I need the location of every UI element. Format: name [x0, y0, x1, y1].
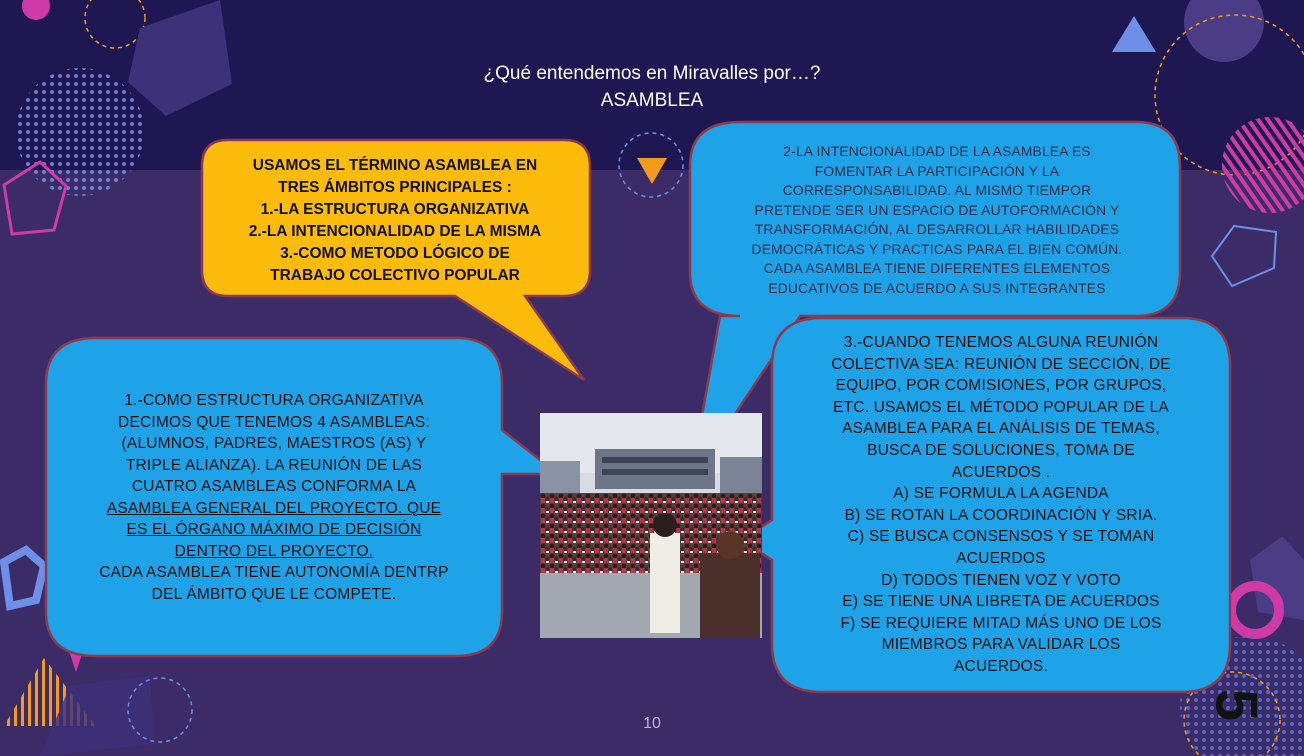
text-line: 1.-LA ESTRUCTURA ORGANIZATIVA [260, 201, 530, 218]
list-item: D) TODOS TIENEN VOZ Y VOTO [881, 571, 1121, 589]
text-line: COLECTIVA SEA: REUNIÓN DE SECCIÓN, DE [831, 355, 1171, 373]
text-line: TRABAJO COLECTIVO POPULAR [270, 267, 520, 284]
list-item: F) SE REQUIERE MITAD MÁS UNO DE LOS [840, 614, 1162, 632]
text-line: EDUCATIVOS DE ACUERDO A SUS INTEGRANTES [768, 280, 1106, 296]
text-line: 2.-LA INTENCIONALIDAD DE LA MISMA [248, 223, 542, 240]
underlined-text-line: ES EL ÓRGANO MÁXIMO DE DECISIÓN [126, 521, 422, 538]
text-line: DEMOCRÁTICAS Y PRACTICAS PARA EL BIEN COMÚN. [751, 241, 1123, 257]
list-item: A) SE FORMULA LA AGENDA [893, 485, 1109, 503]
title-line-1: ¿Qué entendemos en Miravalles por…? [483, 63, 821, 84]
list-item: ACUERDOS. [954, 657, 1048, 675]
text-line: DECIMOS QUE TENEMOS 4 ASAMBLEAS: [118, 413, 430, 431]
crowd-image [540, 413, 762, 638]
decor-number-5 [1196, 676, 1276, 734]
text-line: CADA ASAMBLEA TIENE DIFERENTES ELEMENTOS [763, 261, 1111, 276]
text-line: ASAMBLEA PARA EL ANÁLISIS DE TEMAS, [842, 420, 1160, 438]
text-line: TRANSFORMACIÓN, AL DESARROLLAR HABILIDADES [754, 222, 1120, 237]
text-line: 3.-CUANDO TENEMOS ALGUNA REUNIÓN [843, 334, 1159, 351]
list-item: ACUERDOS [956, 549, 1046, 567]
text-line: BUSCA DE SOLUCIONES, TOMA DE [867, 441, 1135, 459]
title-line-2: ASAMBLEA [600, 90, 704, 111]
text-line: 2-LA INTENCIONALIDAD DE LA ASAMBLEA ES [783, 144, 1091, 159]
list-item: E) SE TIENE UNA LIBRETA DE ACUERDOS [842, 593, 1160, 611]
assembly-photo [540, 413, 762, 638]
text-line: ACUERDOS . [951, 463, 1051, 481]
page-number: 10 [643, 715, 661, 732]
text-line: CORRESPONSABILIDAD. AL MISMO TIEMPOR [782, 183, 1092, 198]
yellow-bubble-text [214, 155, 576, 287]
text-line: USAMOS EL TÉRMINO ASAMBLEA EN [252, 157, 538, 174]
estructura-bubble-text [58, 390, 490, 605]
intencionalidad-bubble-text [706, 142, 1168, 298]
text-line: TRES ÁMBITOS PRINCIPALES : [278, 179, 512, 196]
text-line: CUATRO ASAMBLEAS CONFORMA LA [131, 478, 417, 495]
text-line: 1.-COMO ESTRUCTURA ORGANIZATIVA [124, 392, 424, 409]
text-line: CADA ASAMBLEA TIENE AUTONOMÍA DENTRP [99, 564, 449, 581]
text-line: PRETENDE SER UN ESPACIO DE AUTOFORMACIÓN Y [754, 202, 1120, 218]
text-line: 3.-COMO METODO LÓGICO DE [280, 245, 510, 262]
text-line: EQUIPO, POR COMISIONES, POR GRUPOS, [835, 377, 1167, 395]
list-item: MIEMBROS PARA VALIDAR LOS [881, 636, 1121, 654]
underlined-text-line: DENTRO DEL PROYECTO. [174, 542, 374, 560]
text-line: FOMENTAR LA PARTICIPACIÓN Y LA [814, 163, 1060, 179]
metodo-bubble-text [786, 332, 1216, 678]
list-item: B) SE ROTAN LA COORDINACIÓN Y SRIA. [844, 506, 1158, 524]
list-item: C) SE BUSCA CONSENSOS Y SE TOMAN [847, 528, 1155, 546]
underlined-text-line: ASAMBLEA GENERAL DEL PROYECTO. QUE [106, 499, 442, 517]
text-line: (ALUMNOS, PADRES, MAESTROS (AS) Y [121, 435, 427, 452]
text-line: TRIPLE ALIANZA). LA REUNIÓN DE LAS [125, 456, 423, 474]
text-line: ETC. USAMOS EL MÉTODO POPULAR DE LA [832, 398, 1170, 416]
decor-number-text: 5 [1203, 688, 1269, 722]
text-line: DEL ÁMBITO QUE LE COMPETE. [151, 585, 397, 603]
